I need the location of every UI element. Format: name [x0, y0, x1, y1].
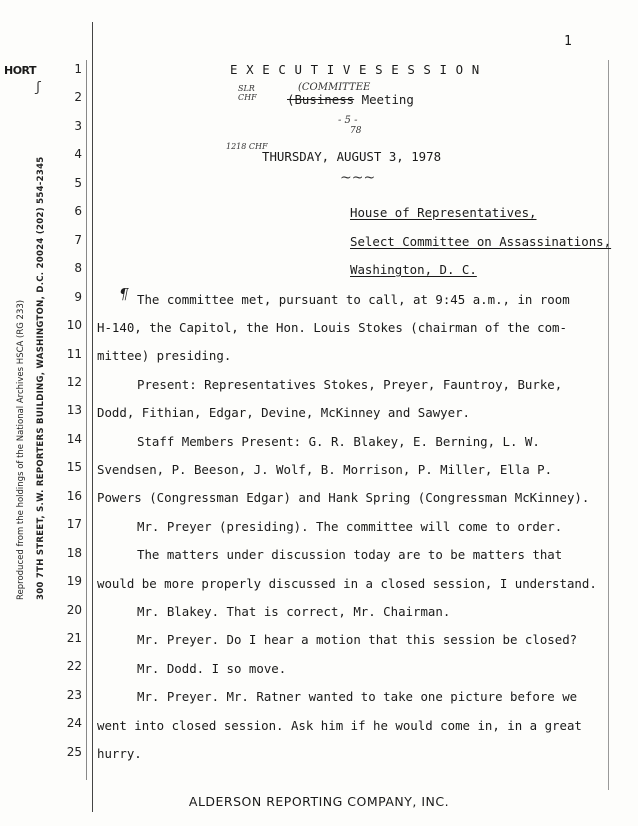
hand-note-committee: (COMMITTEE [298, 82, 371, 93]
line-number: 10 [66, 318, 82, 333]
body-line: Powers (Congressman Edgar) and Hank Spring (Congressman McKinney). [97, 490, 590, 505]
body-line: Present: Representatives Stokes, Preyer, Fauntroy, Burke, [137, 377, 563, 392]
margin-rule-inner [86, 60, 87, 780]
line-number: 1 [74, 62, 82, 76]
body-line: would be more properly discussed in a closed session, I understand. [97, 576, 597, 591]
page-number: 1 [564, 34, 572, 49]
line-number: 12 [66, 374, 82, 389]
line-number: 7 [74, 232, 82, 247]
margin-stamp [16, 130, 46, 600]
hand-note-chf: CHF [238, 93, 257, 102]
body-line: The matters under discussion today are to be matters that [137, 547, 563, 562]
line-number: 4 [74, 147, 82, 162]
line-number: 11 [66, 346, 82, 361]
address-line-2: Select Committee on Assassinations, [350, 234, 612, 249]
line-number: 21 [66, 631, 82, 645]
line-number: 16 [66, 488, 82, 503]
line-number: 22 [66, 659, 82, 674]
hand-flourish: ~~~ [340, 170, 376, 186]
body-line: H-140, the Capitol, the Hon. Louis Stokes (chairman of the com- [97, 320, 567, 335]
line-number: 24 [66, 716, 82, 731]
hand-note-page: - 5 - [338, 115, 358, 126]
archive-stamp: Reproduced from the holdings of the National Archives HSCA (RG 233) [16, 299, 26, 600]
body-line: Dodd, Fithian, Edgar, Devine, McKinney and Sawyer. [97, 405, 470, 420]
hand-note-slr: SLR [238, 84, 255, 93]
line-number: 19 [66, 574, 82, 589]
line-number: 2 [74, 90, 82, 105]
line-number: 20 [66, 602, 82, 617]
line-number: 25 [66, 744, 82, 759]
margin-rule-outer [92, 22, 93, 812]
line-number: 5 [74, 175, 82, 190]
line-number: 18 [66, 545, 82, 560]
body-line: Mr. Preyer. Mr. Ratner wanted to take one picture before we [137, 689, 578, 704]
corner-label: HORT [4, 64, 37, 77]
line-number: 3 [74, 118, 82, 133]
session-title: E X E C U T I V E S E S S I O N [230, 62, 480, 77]
body-line: hurry. [97, 746, 142, 761]
body-line: Svendsen, P. Beeson, J. Wolf, B. Morrison, P. Miller, Ella P. [97, 462, 553, 477]
meeting-line [287, 92, 414, 107]
body-line: went into closed session. Ask him if he would come in, in a great [97, 718, 582, 733]
body-line: Mr. Preyer (presiding). The committee will come to order. [137, 519, 563, 534]
body-line: The committee met, pursuant to call, at 9:45 a.m., in room [137, 292, 570, 307]
line-number: 14 [66, 431, 82, 446]
body-line: Mr. Blakey. That is correct, Mr. Chairman. [137, 604, 451, 619]
body-line: Staff Members Present: G. R. Blakey, E. Berning, L. W. [137, 434, 540, 449]
struck-word: (Business [287, 92, 355, 107]
paragraph-mark: ¶ [119, 285, 129, 303]
reporter-address-stamp: 300 7TH STREET, S.W. REPORTERS BUILDING, WASHINGTON, D.C. 20024 (202) 554-2345 [36, 156, 46, 600]
hand-note-78: 78 [350, 126, 362, 136]
footer-company: ALDERSON REPORTING COMPANY, INC. [188, 794, 450, 809]
line-number: 8 [74, 261, 82, 276]
body-line: Mr. Preyer. Do I hear a motion that this session be closed? [137, 632, 578, 647]
hand-note-date: 1218 CHF [226, 142, 268, 151]
line-number: 9 [74, 289, 82, 304]
address-line-3: Washington, D. C. [350, 262, 477, 277]
line-number: 17 [66, 517, 82, 532]
address-line-1: House of Representatives, [350, 205, 537, 220]
meeting-label: Meeting [361, 92, 414, 107]
corner-hand-mark: ʃ [34, 80, 42, 95]
body-line: mittee) presiding. [97, 348, 232, 363]
line-number: 6 [74, 204, 82, 219]
margin-rule-right [608, 60, 609, 790]
line-number: 13 [66, 403, 82, 418]
session-date: THURSDAY, AUGUST 3, 1978 [262, 149, 442, 164]
body-line: Mr. Dodd. I so move. [137, 661, 287, 676]
line-number: 15 [66, 460, 82, 475]
line-number: 23 [66, 687, 82, 702]
